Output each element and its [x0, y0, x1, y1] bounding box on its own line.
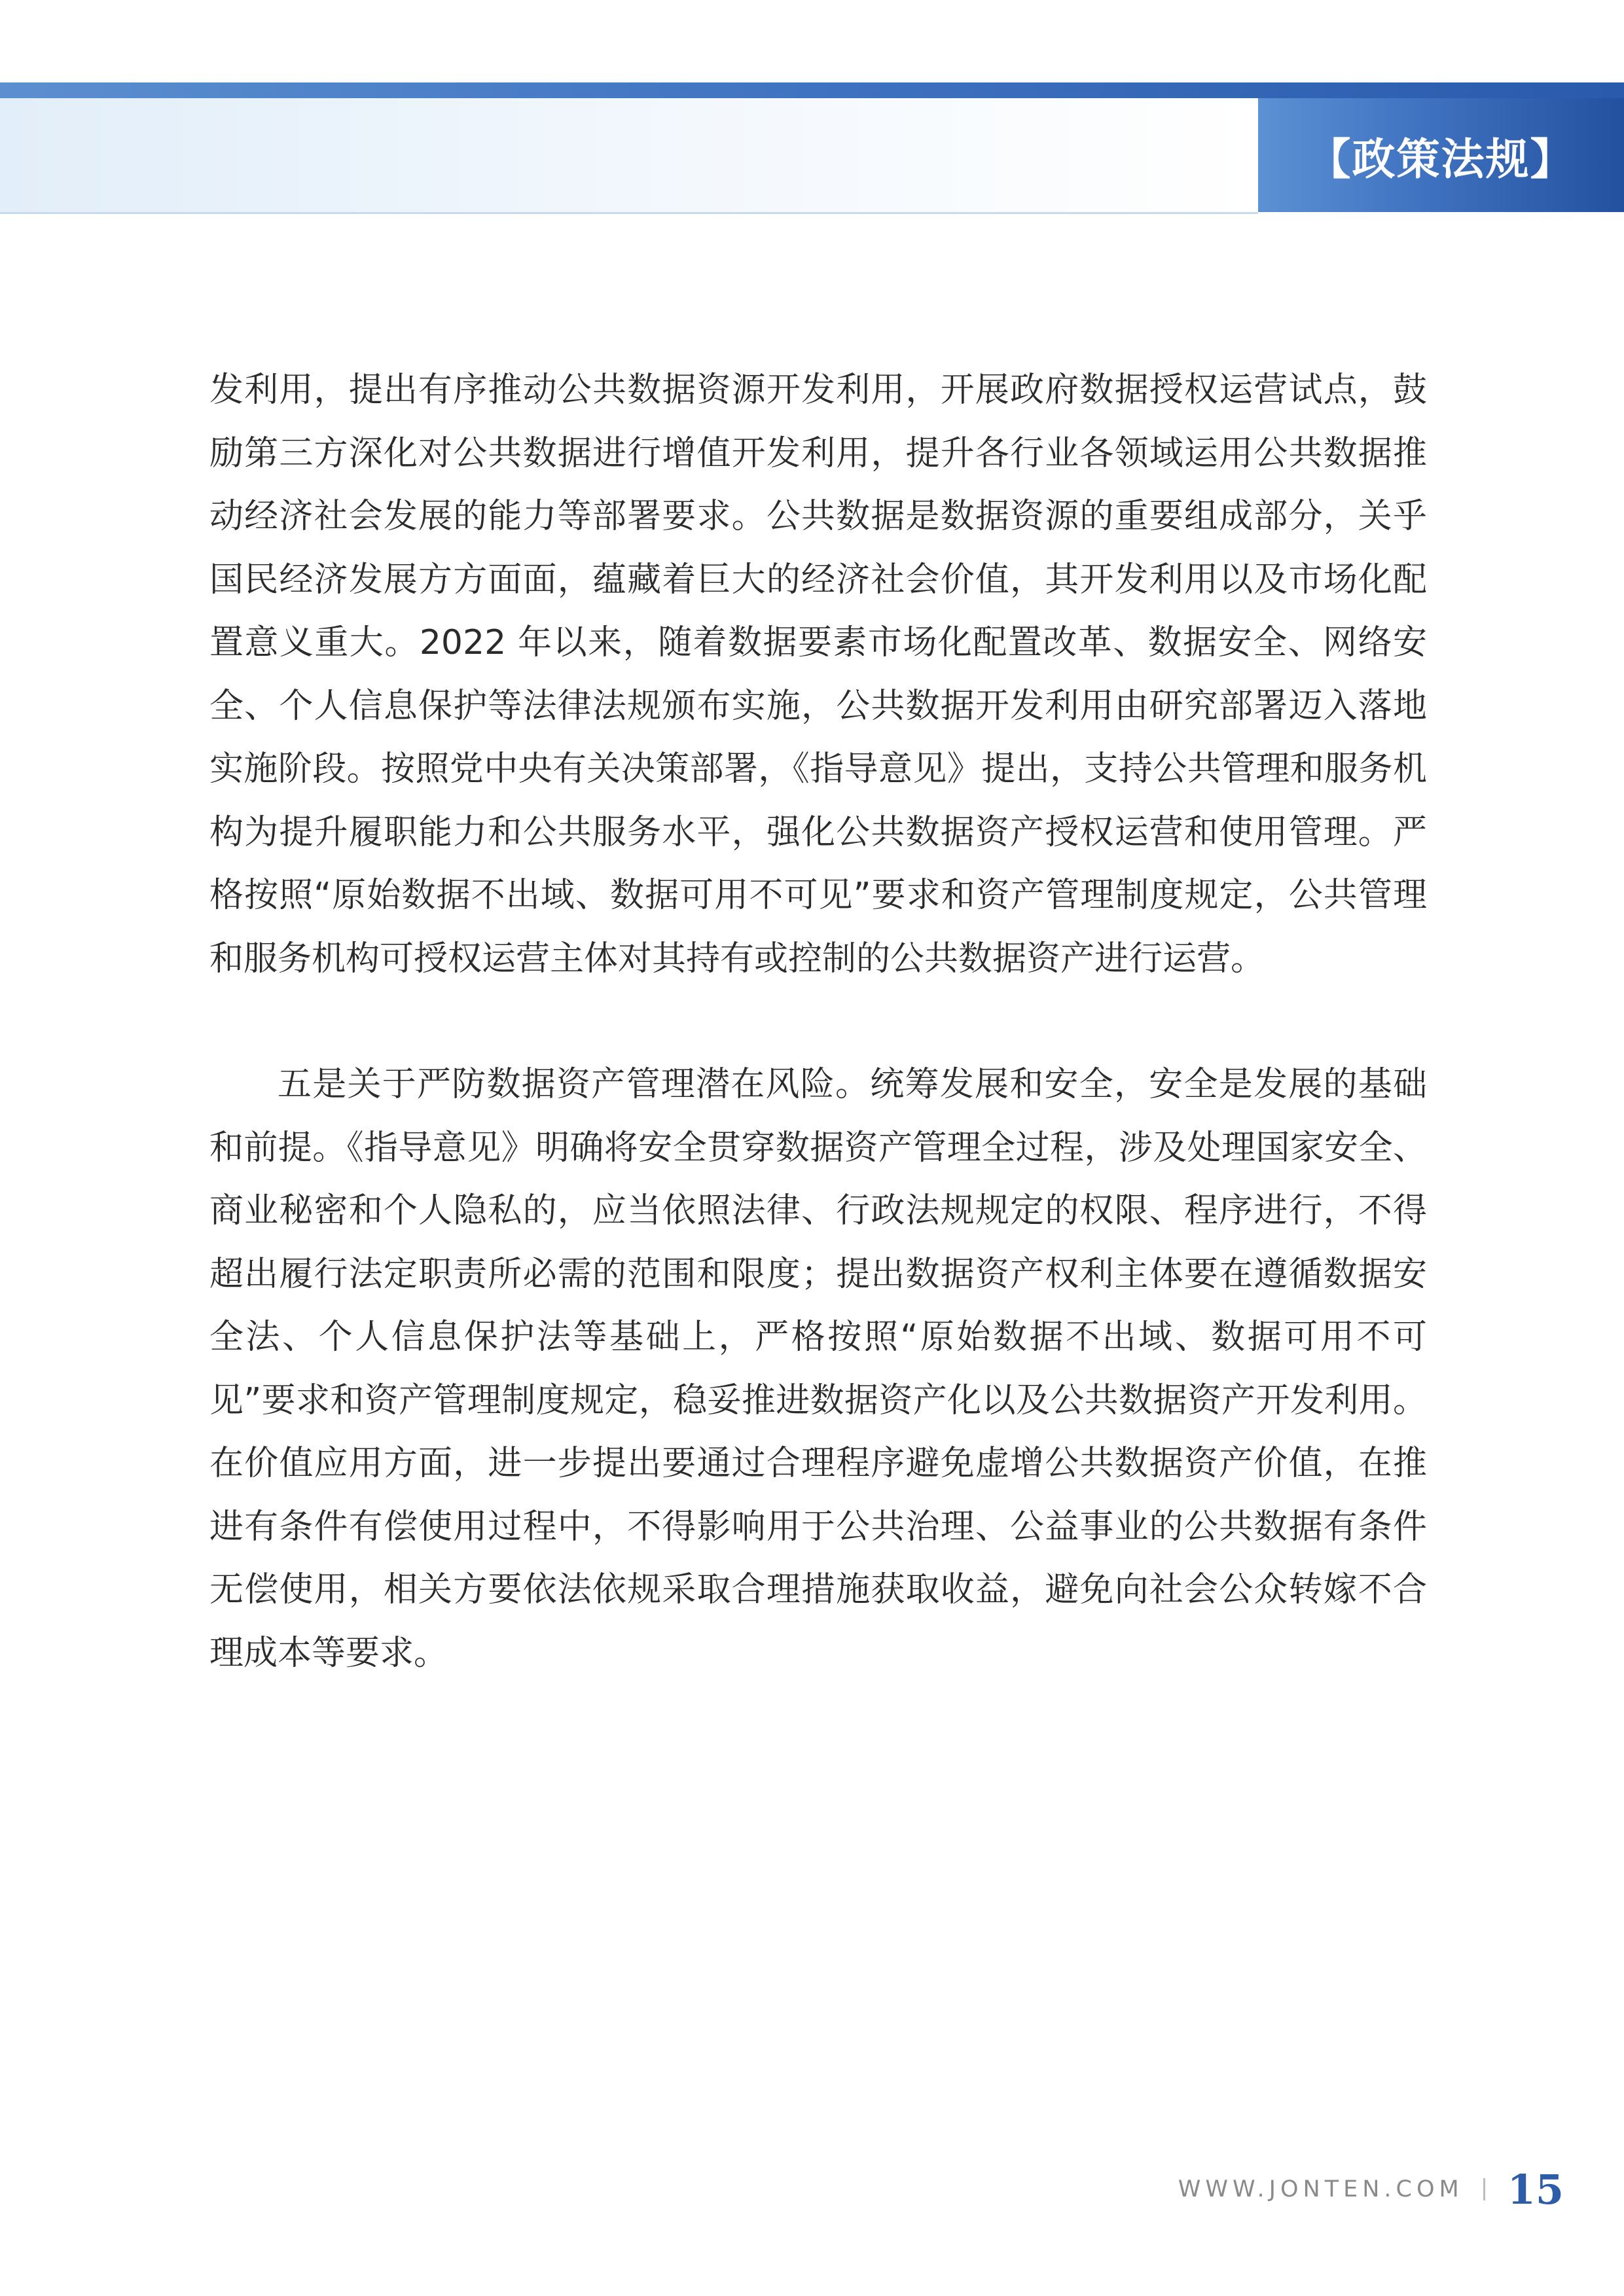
section-label: 【政策法规】: [1307, 133, 1575, 185]
header-band: [0, 98, 1258, 214]
paragraph-risk-management: 五是关于严防数据资产管理潜在风险。统筹发展和安全，安全是发展的基础和前提。《指导意见》明确将安全贯穿数据资产管理全过程，涉及处理国家安全、商业秘密和个人隐私的，应当依照法律、行政法规规定的权限、程序进行，不得超出履行法定职责所必需的范围和限度；提出数据资产权利主体要在遵循数据安全法、个人信息保护法等基础上，严格按照“原始数据不出域、数据可用不可见”要求和资产管理制度规定，稳妥推进数据资产化以及公共数据资产开发利用。在价值应用方面，进一步提出要通过合理程序避免虚增公共数据资产价值，在推进有条件有偿使用过程中，不得影响用于公共治理、公益事业的公共数据有条件无偿使用，相关方要依法依规采取合理措施获取收益，避免向社会公众转嫁不合理成本等要求。: [209, 1065, 1427, 1673]
article-body: [209, 359, 1427, 1685]
footer-divider: [1483, 2178, 1485, 2200]
page-number: 15: [1507, 2165, 1564, 2214]
website-url: WWW.JONTEN.COM: [1178, 2176, 1464, 2202]
header-top-rule: [0, 82, 1624, 98]
paragraph-continued: 发利用，提出有序推动公共数据资源开发利用，开展政府数据授权运营试点，鼓励第三方深化对公共数据进行增值开发利用，提升各行业各领域运用公共数据推动经济社会发展的能力等部署要求。公共数据是数据资源的重要组成部分，关乎国民经济发展方方面面，蕴藏着巨大的经济社会价值，其开发利用以及市场化配置意义重大。2022 年以来，随着数据要素市场化配置改革、数据安全、网络安全、个人信息保护等法律法规颁布实施，公共数据开发利用由研究部署迈入落地实施阶段。按照党中央有关决策部署，《指导意见》提出，支持公共管理和服务机构为提升履职能力和公共服务水平，强化公共数据资产授权运营和使用管理。严格按照“原始数据不出域、数据可用不可见”要求和资产管理制度规定，公共管理和服务机构可授权运营主体对其持有或控制的公共数据资产进行运营。: [209, 370, 1427, 978]
page-footer: [1178, 2163, 1564, 2215]
section-tab: [1258, 98, 1624, 212]
